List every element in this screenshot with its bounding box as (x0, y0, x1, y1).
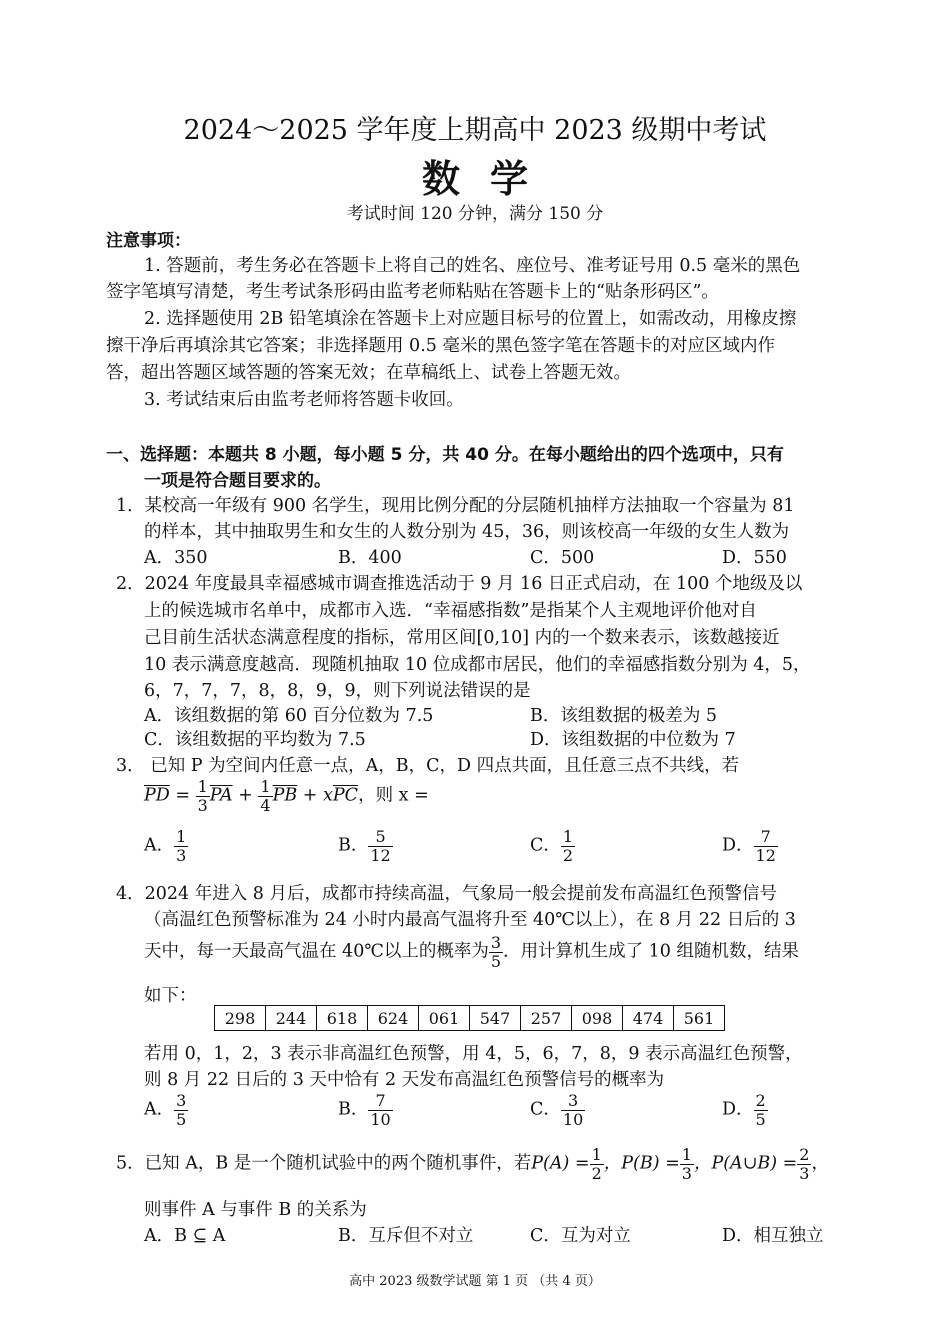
table-cell: 098 (572, 1006, 623, 1031)
option-label: A． (144, 1099, 175, 1120)
table-cell: 244 (266, 1006, 317, 1031)
vector-pc: $\overline{PC}$ (332, 785, 359, 806)
q5-expr: ，P(B) = (603, 1153, 680, 1174)
random-numbers-table (214, 1005, 725, 1031)
vector-pa: $\overline{PA}$ (209, 785, 233, 806)
notes-line: 1. 答题前，考生务必在答题卡上将自己的姓名、座位号、准考证号用 0.5 毫米的黑色 (144, 256, 801, 276)
q4-text: 若用 0，1，2，3 表示非高温红色预警，用 4，5，6，7，8，9 表示高温红色预警， (144, 1044, 803, 1064)
fraction-numerator: 1 (260, 777, 271, 796)
q2-text: 10 表示满意度越高．现随机抽取 10 位成都市居民，他们的幸福感指数分别为 4，5， (144, 655, 811, 675)
q1-option-d: D．550 (722, 548, 787, 568)
notes-heading: 注意事项： (106, 231, 191, 251)
fraction (368, 828, 392, 864)
q4-option-c (530, 1092, 585, 1128)
q5-expr: ，P(A∪B) = (693, 1153, 798, 1174)
fraction-numerator: 2 (799, 1145, 810, 1164)
fraction (258, 778, 272, 814)
vector-pb: $\overline{PB}$ (272, 785, 298, 806)
option-label: D． (722, 1099, 754, 1120)
notes-line: 擦干净后再填涂其它答案；非选择题用 0.5 毫米的黑色签字笔在答题卡的对应区域内作 (106, 336, 775, 356)
q2-option-b: B．该组数据的极差为 5 (530, 706, 718, 726)
fraction-numerator: 3 (176, 1091, 187, 1110)
q1-option-a: A．350 (144, 548, 208, 568)
fraction (174, 828, 188, 864)
q5-text-part: ， (811, 1153, 829, 1174)
fraction-denominator: 3 (681, 1163, 692, 1183)
q5-text-part: 5．已知 A，B 是一个随机试验中的两个随机事件，若 (116, 1153, 532, 1174)
table-cell: 061 (419, 1006, 470, 1031)
q2-option-c: C．该组数据的平均数为 7.5 (144, 730, 366, 750)
fraction-denominator: 12 (370, 845, 391, 865)
q5-expr: P(A) = (531, 1153, 590, 1174)
notes-line: 3. 考试结束后由监考老师将答题卡收回。 (144, 390, 464, 410)
notes-line: 签字笔填写清楚，考生考试条形码由监考老师粘贴在答题卡上的“贴条形码区”。 (106, 282, 719, 302)
variable-x: x (323, 785, 333, 806)
q1-text: 的样本，其中抽取男生和女生的人数分别为 45，36，则该校高一年级的女生人数为 (144, 522, 790, 542)
fraction (196, 778, 210, 814)
q1-option-c: C．500 (530, 548, 595, 568)
q5-option-c: C．互为对立 (530, 1226, 631, 1246)
table-cell: 547 (470, 1006, 521, 1031)
fraction-numerator: 7 (368, 1092, 392, 1111)
fraction-denominator: 3 (176, 845, 187, 865)
fraction (754, 828, 778, 864)
q2-option-a: A．该组数据的第 60 百分位数为 7.5 (144, 706, 434, 726)
fraction-numerator: 2 (755, 1091, 766, 1110)
q4-text-part: 天中，每一天最高气温在 40℃以上的概率为 (144, 941, 489, 962)
section-heading: 一、选择题：本题共 8 小题，每小题 5 分，共 40 分。在每小题给出的四个选项中，只有 (106, 445, 784, 465)
q1-option-b: B．400 (338, 548, 402, 568)
fraction-denominator: 2 (591, 1163, 602, 1183)
equals: = (169, 785, 196, 806)
q3-option-a (144, 828, 188, 864)
q5-option-b: B．互斥但不对立 (338, 1226, 474, 1246)
option-label: D． (722, 835, 754, 856)
q2-text: 上的候选城市名单中，成都市入选．“幸福感指数”是指某个人主观地评价他对自 (144, 601, 757, 621)
fraction-denominator: 2 (562, 845, 574, 865)
notes-line: 答，超出答题区域答题的答案无效；在草稿纸上、试卷上答题无效。 (106, 363, 631, 383)
q2-text: 2．2024 年度最具幸福感城市调查推选活动于 9 月 16 日正式启动，在 100 个地级及以 (116, 574, 803, 594)
q2-option-d: D．该组数据的中位数为 7 (530, 730, 736, 750)
fraction-denominator: 4 (260, 795, 271, 815)
option-label: B． (338, 835, 369, 856)
fraction (561, 1092, 585, 1128)
fraction-numerator: 1 (176, 827, 187, 846)
fraction-numerator: 1 (197, 777, 208, 796)
fraction-numerator: 5 (368, 828, 392, 847)
fraction-denominator: 10 (562, 1109, 584, 1129)
fraction (797, 1146, 811, 1182)
q4-option-d (722, 1092, 768, 1128)
fraction-denominator: 3 (799, 1163, 810, 1183)
fraction (561, 828, 575, 864)
fraction-numerator: 3 (490, 933, 502, 952)
table-cell: 618 (317, 1006, 368, 1031)
q4-text: 4．2024 年进入 8 月后，成都市持续高温，气象局一般会提前发布高温红色预警信号 (116, 884, 777, 904)
fraction-numerator: 3 (561, 1092, 585, 1111)
q3-option-d (722, 828, 778, 864)
table-cell: 474 (623, 1006, 674, 1031)
option-label: B． (338, 1099, 369, 1120)
q4-option-b (338, 1092, 393, 1128)
option-label: C． (530, 835, 561, 856)
table-cell: 257 (521, 1006, 572, 1031)
table-cell: 624 (368, 1006, 419, 1031)
q2-text: 6，7，7，7，8，8，9，9，则下列说法错误的是 (144, 681, 531, 701)
notes-line: 2. 选择题使用 2B 铅笔填涂在答题卡上对应题目标号的位置上，如需改动，用橡皮擦 (144, 309, 797, 329)
fraction-denominator: 5 (176, 1109, 187, 1129)
q2-text: 己目前生活状态满意程度的指标，常用区间[0,10] 内的一个数来表示，该数越接近 (144, 628, 780, 648)
q3-option-b (338, 828, 393, 864)
q4-text: （高温红色预警标准为 24 小时内最高气温将升至 40℃以上），在 8 月 22 日后的 3 (144, 910, 796, 930)
fraction (680, 1146, 694, 1182)
fraction-denominator: 12 (755, 845, 776, 865)
page-footer: 高中 2023 级数学试题 第 1 页 （共 4 页） (349, 1274, 601, 1289)
q4-option-a (144, 1092, 188, 1128)
fraction-numerator: 1 (562, 827, 574, 846)
exam-title: 2024～2025 学年度上期高中 2023 级期中考试 (183, 115, 767, 146)
fraction (368, 1092, 392, 1128)
fraction-numerator: 1 (681, 1145, 692, 1164)
fraction-denominator: 10 (370, 1109, 391, 1129)
q4-text-part: ．用计算机生成了 10 组随机数，结果 (503, 941, 799, 962)
q5-text (116, 1146, 829, 1182)
exam-subject: 数学 (421, 157, 558, 201)
plus: + (297, 785, 324, 806)
fraction (590, 1146, 604, 1182)
q3-tail: ，则 x = (358, 785, 429, 806)
plus: + (232, 785, 259, 806)
q4-text: 则 8 月 22 日后的 3 天中恰有 2 天发布高温红色预警信号的概率为 (144, 1070, 665, 1090)
q4-text: 如下： (144, 986, 197, 1006)
option-label: C． (530, 1099, 561, 1120)
q1-text: 1．某校高一年级有 900 名学生，现用比例分配的分层随机抽样方法抽取一个容量为 81 (116, 496, 795, 516)
vector-pd: $\overline{PD}$ (144, 785, 170, 806)
q3-option-c (530, 828, 575, 864)
section-heading: 一项是符合题目要求的。 (144, 471, 331, 491)
fraction-denominator: 5 (755, 1109, 766, 1129)
fraction (489, 934, 503, 970)
fraction-numerator: 7 (754, 828, 778, 847)
table-cell: 561 (674, 1006, 725, 1031)
fraction (754, 1092, 768, 1128)
fraction-denominator: 5 (490, 951, 502, 971)
q5-text: 则事件 A 与事件 B 的关系为 (144, 1200, 367, 1220)
fraction-numerator: 1 (591, 1145, 602, 1164)
fraction-denominator: 3 (197, 795, 208, 815)
exam-time: 考试时间 120 分钟，满分 150 分 (346, 204, 604, 224)
table-row (215, 1006, 725, 1031)
q4-text (144, 934, 799, 970)
fraction (174, 1092, 188, 1128)
option-label: A． (144, 835, 175, 856)
q5-option-d: D．相互独立 (722, 1226, 824, 1246)
table-cell: 298 (215, 1006, 266, 1031)
q3-text: 3． 已知 P 为空间内任意一点，A，B，C，D 四点共面，且任意三点不共线，若 (116, 756, 740, 776)
q3-equation (144, 778, 429, 814)
q5-option-a: A．B ⊆ A (144, 1226, 226, 1246)
